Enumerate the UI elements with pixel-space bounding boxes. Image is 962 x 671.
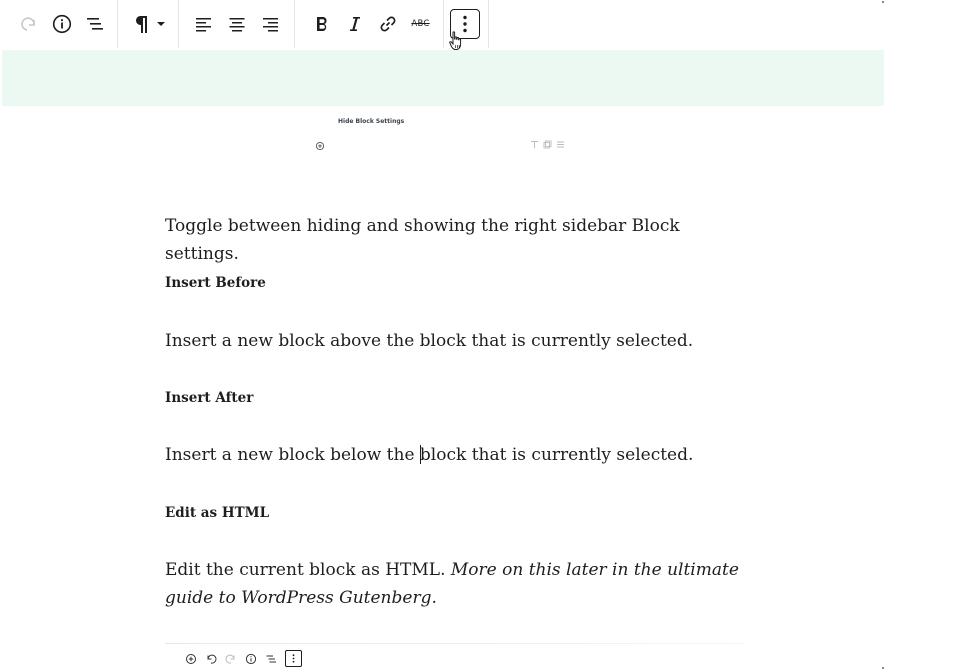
paragraph-icon	[132, 13, 152, 35]
list-view-button[interactable]	[78, 6, 111, 42]
undo-icon[interactable]	[205, 653, 217, 665]
chevron-down-icon	[157, 20, 165, 28]
paragraph-edit-normal: Edit the current block as HTML.	[165, 560, 451, 580]
more-options-button[interactable]	[285, 650, 302, 667]
preview-tools	[530, 140, 565, 149]
redo-icon[interactable]	[225, 653, 237, 665]
paragraph-insert-after-start: Insert a new block below the	[165, 445, 420, 465]
info-icon[interactable]	[245, 653, 257, 665]
paragraph-switcher-button[interactable]	[128, 6, 168, 42]
alignment-group	[179, 0, 295, 48]
preview-label: Hide Block Settings	[338, 118, 405, 125]
highlight-band	[2, 50, 884, 106]
italic-button[interactable]	[338, 6, 371, 42]
corner-mark	[882, 1, 884, 3]
list-icon	[556, 140, 565, 149]
paragraph-insert-after[interactable]	[165, 441, 745, 469]
align-left-button[interactable]	[187, 6, 220, 42]
heading-insert-after: Insert After	[165, 390, 254, 406]
align-center-button[interactable]	[220, 6, 253, 42]
redo-button[interactable]	[12, 6, 45, 42]
heading-insert-before: Insert Before	[165, 275, 266, 291]
paragraph-insert-before: Insert a new block above the block that is currently selected.	[165, 331, 694, 351]
strikethrough-button[interactable]	[404, 6, 437, 42]
add-block-icon[interactable]	[185, 653, 197, 665]
link-icon	[378, 14, 398, 34]
strikethrough-icon: ABC	[411, 19, 430, 29]
paragraph-insert-after-end: block that is currently selected.	[419, 445, 694, 465]
align-left-icon	[195, 15, 213, 33]
history-group	[0, 0, 118, 48]
link-button[interactable]	[371, 6, 404, 42]
paragraph-toggle-sidebar: Toggle between hiding and showing the right sidebar Block settings.	[165, 216, 680, 264]
heading-edit-as-html: Edit as HTML	[165, 505, 270, 521]
align-right-button[interactable]	[253, 6, 286, 42]
list-view-icon	[85, 14, 105, 34]
info-button[interactable]	[45, 6, 78, 42]
gallery-icon	[543, 140, 552, 149]
paragraph-edit-as-html	[165, 556, 745, 612]
bold-button[interactable]	[305, 6, 338, 42]
bold-icon	[314, 15, 330, 33]
italic-icon	[347, 15, 363, 33]
list-view-icon[interactable]	[265, 653, 277, 665]
redo-icon	[19, 14, 39, 34]
align-right-icon	[261, 15, 279, 33]
align-center-icon	[228, 15, 246, 33]
more-options-icon	[292, 654, 295, 663]
block-type-group	[118, 0, 179, 48]
block-toolbar	[0, 0, 884, 48]
add-block-icon[interactable]	[314, 140, 326, 152]
hand-cursor-icon	[449, 31, 465, 51]
info-icon	[52, 14, 72, 34]
divider	[165, 643, 745, 644]
text-icon	[530, 140, 539, 149]
corner-mark	[882, 667, 884, 669]
paragraph-edit-italic: More on this later in the ultimate guide to WordPress Gutenberg.	[165, 560, 739, 608]
formatting-group	[295, 0, 444, 48]
bottom-toolbar	[185, 650, 302, 667]
